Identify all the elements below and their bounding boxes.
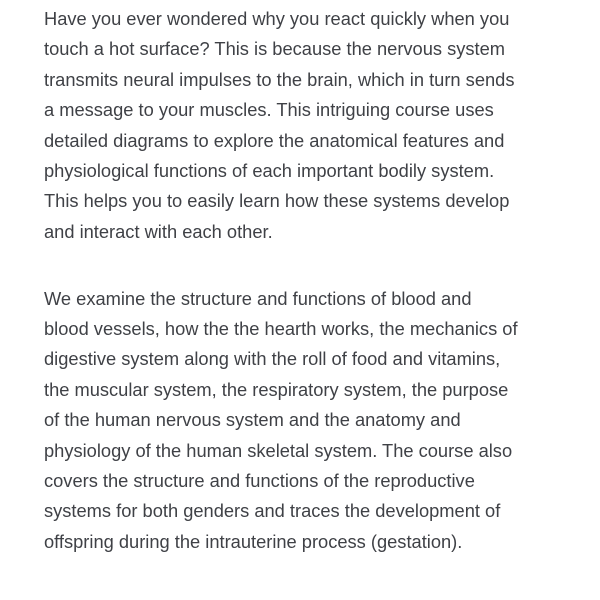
text-line: systems for both genders and traces the development of [44,500,501,522]
text-line: blood vessels, how the the hearth works, the mechanics of [44,318,518,340]
text-line: and interact with each other. [44,220,273,242]
text-line: offspring during the intrauterine process (gestation). [44,530,463,552]
text-line: digestive system along with the roll of food and vitamins, [44,348,501,370]
paragraph-intro [44,4,589,247]
text-line: physiological functions of each important bodily system. [44,160,495,182]
text-line: detailed diagrams to explore the anatomical features and [44,129,505,151]
text-line: the muscular system, the respiratory system, the purpose [44,378,509,400]
course-description [44,4,589,557]
text-line: physiology of the human skeletal system. The course also [44,439,513,461]
text-line: transmits neural impulses to the brain, which in turn sends [44,68,515,90]
text-line: We examine the structure and functions of blood and [44,287,472,309]
paragraph-topics [44,284,589,558]
text-line: This helps you to easily learn how these systems develop [44,190,510,212]
text-line: touch a hot surface? This is because the nervous system [44,38,506,60]
text-line: a message to your muscles. This intriguing course uses [44,99,494,121]
text-line: Have you ever wondered why you react quickly when you [44,8,510,29]
text-line: covers the structure and functions of the reproductive [44,470,475,492]
text-line: of the human nervous system and the anatomy and [44,409,461,431]
